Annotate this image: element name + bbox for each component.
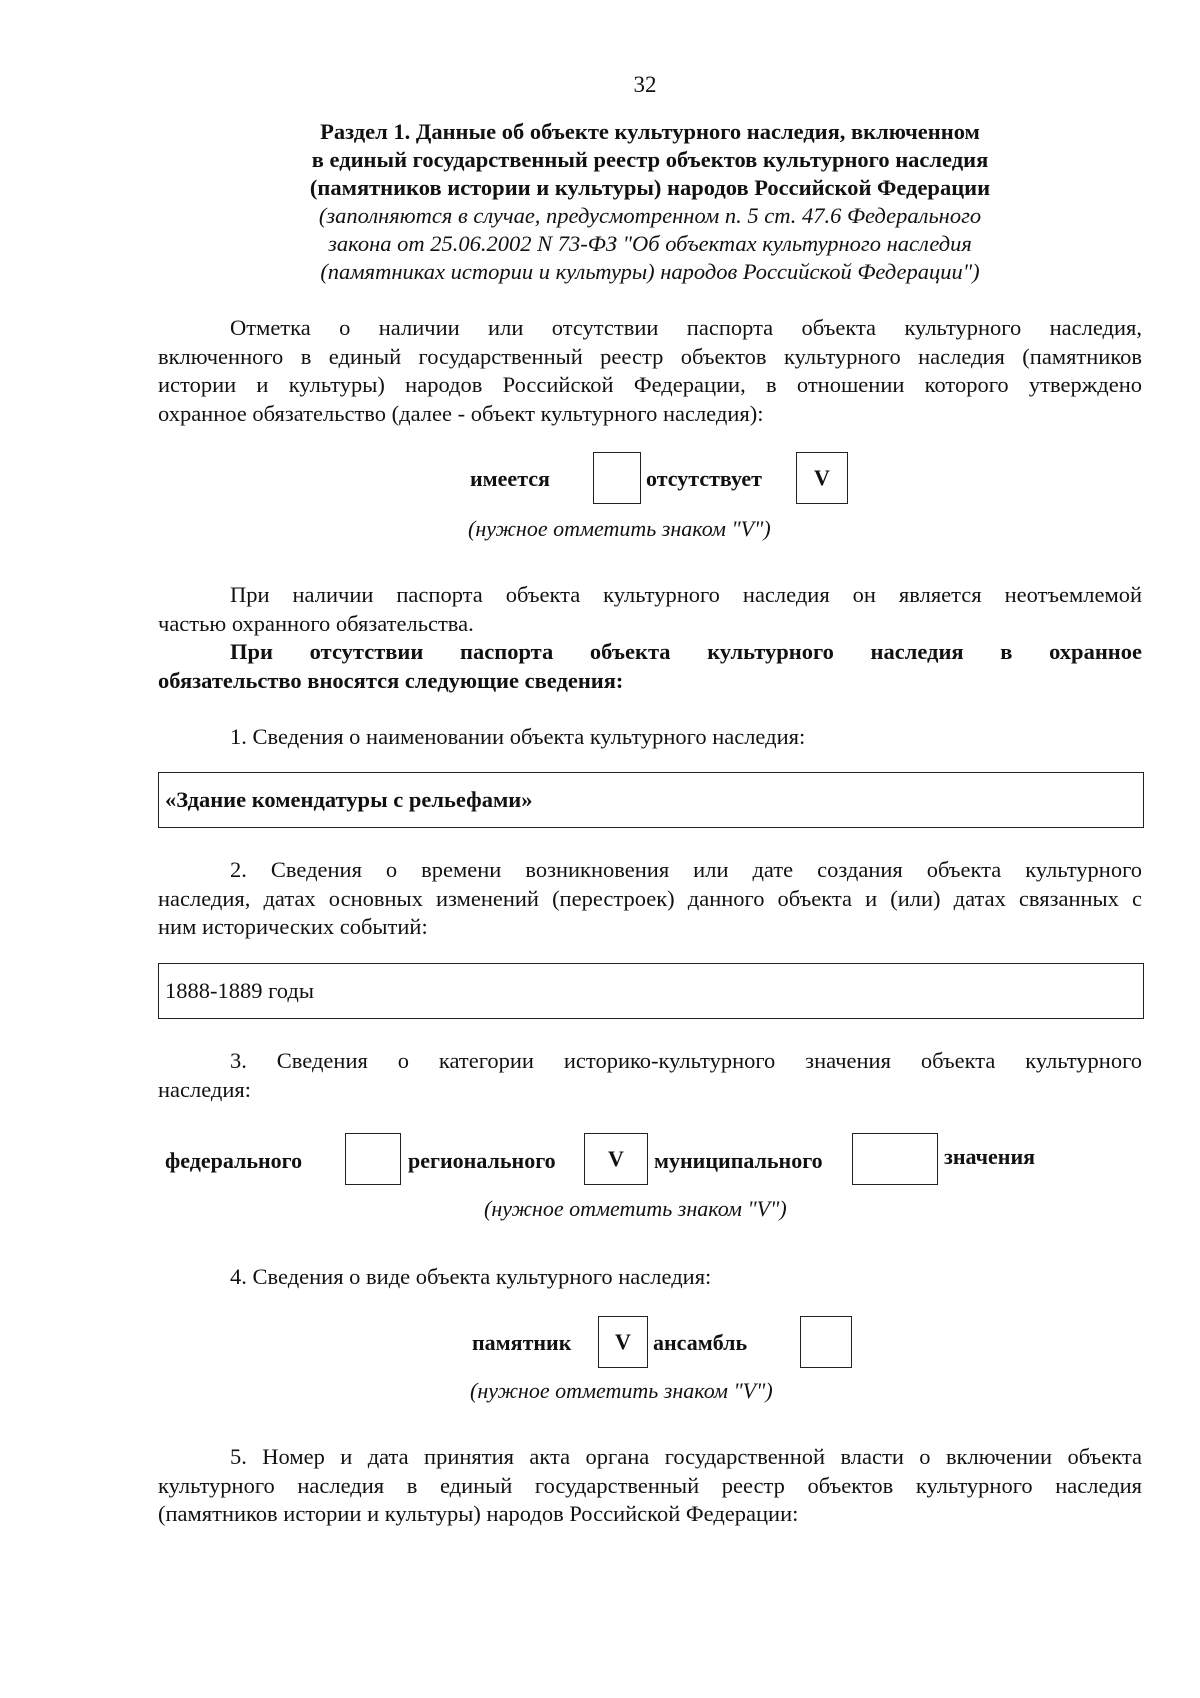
category-regional-label: регионального	[408, 1148, 556, 1173]
section-subheading-line: (заполняются в случае, предусмотренном п. 5 ст. 47.6 Федерального	[318, 203, 982, 228]
section-heading	[230, 118, 1070, 202]
paragraph-line: охранное обязательство (далее - объект культурного наследия):	[158, 400, 764, 426]
passport-presence-paragraph	[158, 581, 1142, 638]
paragraph-line: 2. Сведения о времени возникновения или дате создания объекта культурного	[230, 857, 1142, 882]
type-ensemble-label: ансамбль	[653, 1330, 748, 1355]
section-subheading-line: (памятниках истории и культуры) народов Российской Федерации")	[320, 259, 980, 284]
paragraph-line: При отсутствии паспорта объекта культурного наследия в охранное	[230, 639, 1142, 664]
passport-choice-hint: (нужное отметить знаком "V")	[468, 516, 771, 541]
section-subheading	[230, 202, 1070, 286]
type-ensemble-checkbox[interactable]	[800, 1316, 852, 1368]
passport-note-paragraph	[158, 314, 1142, 428]
category-suffix-label: значения	[944, 1144, 1036, 1169]
paragraph-line: Отметка о наличии или отсутствии паспорта объекта культурного наследия,	[230, 315, 1142, 340]
paragraph-line: обязательство вносятся следующие сведения:	[158, 667, 624, 693]
category-federal-checkbox[interactable]	[345, 1133, 401, 1185]
section-subheading-line: закона от 25.06.2002 N 73-ФЗ "Об объектах культурного наследия	[328, 231, 972, 256]
creation-date-value: 1888-1889 годы	[165, 978, 314, 1003]
item4-label: 4. Сведения о виде объекта культурного наследия:	[230, 1264, 712, 1289]
paragraph-line: наследия, датах основных изменений (перестроек) данного объекта и (или) датах связанных с	[158, 885, 1142, 911]
object-name-field[interactable]	[158, 772, 1144, 828]
paragraph-line: включенного в единый государственный реестр объектов культурного наследия (памятников	[158, 343, 1142, 369]
page-number: 32	[633, 72, 657, 97]
paragraph-line: (памятников истории и культуры) народов Российской Федерации:	[158, 1501, 799, 1526]
category-municipal-checkbox[interactable]	[852, 1133, 938, 1185]
object-name-value: «Здание комендатуры с рельефами»	[165, 787, 533, 812]
paragraph-line: 3. Сведения о категории историко-культурного значения объекта культурного	[230, 1048, 1142, 1073]
section-heading-line: в единый государственный реестр объектов культурного наследия	[311, 147, 989, 172]
paragraph-line: наследия:	[158, 1076, 252, 1102]
item1-paragraph	[158, 723, 1142, 752]
category-regional-checkbox[interactable]: V	[584, 1133, 648, 1185]
paragraph-line: частью охранного обязательства.	[158, 610, 474, 636]
item1-label: 1. Сведения о наименовании объекта культурного наследия:	[230, 724, 806, 749]
category-municipal-label: муниципального	[654, 1148, 823, 1173]
item4-paragraph	[158, 1263, 1142, 1292]
paragraph-line: истории и культуры) народов Российской Федерации, в отношении которого утверждено	[158, 372, 1142, 397]
paragraph-line: культурного наследия в единый государственный реестр объектов культурного наследия	[158, 1472, 1142, 1498]
type-monument-label: памятник	[472, 1330, 572, 1355]
paragraph-line: При наличии паспорта объекта культурного наследия он является неотъемлемой	[230, 582, 1142, 607]
item5-paragraph	[158, 1443, 1142, 1529]
type-hint: (нужное отметить знаком "V")	[470, 1378, 773, 1403]
passport-absence-paragraph	[158, 638, 1142, 695]
category-hint: (нужное отметить знаком "V")	[484, 1196, 787, 1221]
type-monument-checkbox[interactable]: V	[598, 1316, 648, 1368]
paragraph-line: 5. Номер и дата принятия акта органа государственной власти о включении объекта	[230, 1444, 1142, 1469]
passport-absent-checkbox[interactable]: V	[796, 452, 848, 504]
creation-date-field[interactable]	[158, 963, 1144, 1019]
paragraph-line: ним исторических событий:	[158, 914, 428, 939]
passport-absent-label: отсутствует	[646, 466, 762, 491]
passport-present-label: имеется	[470, 466, 550, 491]
section-heading-line: Раздел 1. Данные об объекте культурного наследия, включенном	[320, 119, 980, 144]
item3-paragraph	[158, 1047, 1142, 1104]
section-heading-line: (памятников истории и культуры) народов Российской Федерации	[309, 175, 991, 200]
passport-present-checkbox[interactable]	[593, 452, 641, 504]
category-federal-label: федерального	[165, 1148, 303, 1173]
item2-paragraph	[158, 856, 1142, 942]
